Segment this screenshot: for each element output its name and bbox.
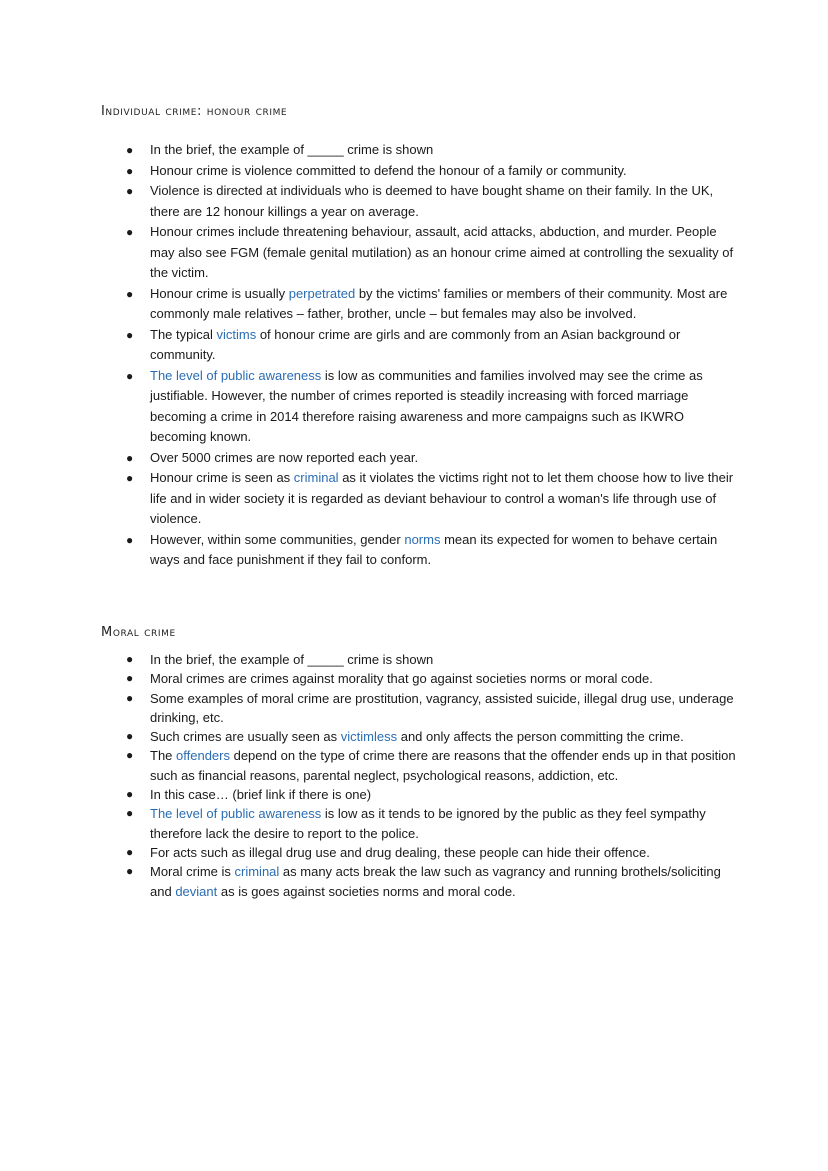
highlighted-term: criminal (293, 470, 339, 485)
highlighted-term: The level of public awareness (150, 806, 322, 822)
bullet-icon: ● (126, 286, 134, 301)
item-text: depend on the type of crime there are reasons that the offender ends up in that position such as financial reasons, parental neglect, psychological reasons, addiction, etc. (150, 748, 736, 783)
list-item (126, 785, 740, 804)
highlighted-term: The level of public awareness (150, 367, 322, 383)
bullet-icon: ● (126, 471, 134, 485)
item-text: by the victims' families or members of their community. Most are commonly male relatives – father, brother, uncle – but females may also be involved. (150, 285, 728, 321)
list-item (126, 669, 740, 688)
bullet-icon: ● (126, 532, 134, 547)
item-text: as is goes against societies norms and moral code. (217, 883, 516, 899)
bullet-icon: ● (126, 690, 134, 705)
bullet-icon: ● (126, 327, 134, 342)
bullet-icon: ● (126, 864, 134, 879)
item-text: For acts such as illegal drug use and drug dealing, these people can hide their offence. (150, 844, 650, 860)
list-item (126, 222, 740, 284)
bullet-icon: ● (126, 450, 134, 465)
list-item (126, 530, 740, 571)
section-heading-honour-crime: Individual crime: honour crime (101, 104, 288, 119)
list-item (126, 284, 740, 325)
bullet-icon: ● (126, 225, 134, 239)
highlighted-term: victims (216, 326, 257, 342)
list-item (126, 161, 740, 182)
bullet-icon: ● (126, 368, 134, 383)
bullet-icon: ● (126, 729, 134, 744)
item-text: as many acts break the law such as vagrancy and running brothels/soliciting and (150, 864, 721, 899)
honour-crime-list (126, 140, 740, 571)
bullet-icon: ● (126, 652, 134, 666)
item-text: The (150, 748, 177, 764)
bullet-icon: ● (126, 844, 134, 859)
item-text: The typical (150, 326, 217, 342)
item-text: Honour crime is violence committed to defend the honour of a family or community. (150, 162, 627, 178)
highlighted-term: norms (404, 531, 441, 547)
item-text: In the brief, the example of _____ crime is shown (150, 142, 434, 157)
bullet-icon: ● (126, 163, 134, 178)
item-text: Over 5000 crimes are now reported each year. (150, 449, 419, 465)
list-item (126, 727, 740, 746)
item-text: Such crimes are usually seen as (150, 729, 341, 745)
list-item (126, 843, 740, 862)
item-text: Some examples of moral crime are prostitution, vagrancy, assisted suicide, illegal drug use, underage drinking, etc. (150, 690, 734, 725)
list-item (126, 746, 740, 785)
moral-crime-list (126, 650, 740, 901)
item-text: of honour crime are girls and are commonly from an Asian background or community. (150, 326, 681, 362)
list-item (126, 862, 740, 901)
item-text: Honour crimes include threatening behaviour, assault, acid attacks, abduction, and murder. People may also see FGM (female genital mutilation) as an honour crime aimed at controlling the sexuality of the victim. (150, 224, 734, 280)
list-item (126, 689, 740, 728)
list-item (126, 468, 740, 530)
bullet-icon: ● (126, 143, 134, 157)
item-text: Honour crime is usually (150, 285, 289, 301)
bullet-icon: ● (126, 671, 134, 686)
item-text: Moral crime is (150, 864, 235, 880)
bullet-icon: ● (126, 748, 134, 763)
list-item (126, 804, 740, 843)
item-text: Violence is directed at individuals who is deemed to have bought shame on their family. In the UK, there are 12 honour killings a year on average. (150, 183, 714, 219)
item-text: and only affects the person committing the crime. (397, 729, 684, 745)
item-text: Honour crime is seen as (150, 470, 294, 485)
list-item (126, 181, 740, 222)
list-item (126, 325, 740, 366)
highlighted-term: victimless (340, 729, 398, 745)
item-text: Moral crimes are crimes against morality that go against societies norms or moral code. (150, 671, 653, 687)
bullet-icon: ● (126, 787, 134, 802)
item-text: is low as communities and families involved may see the crime as justifiable. However, the number of crimes reported is steadily increasing with forced marriage becoming a crime in 2014 therefore raising awareness and more campaigns such as IKWRO becoming known. (150, 367, 703, 444)
list-item (126, 448, 740, 469)
item-text: In the brief, the example of _____ crime is shown (150, 652, 434, 667)
highlighted-term: deviant (175, 883, 218, 899)
item-text: In this case… (brief link if there is one) (150, 787, 372, 803)
section-heading-moral-crime: Moral crime (101, 625, 176, 640)
item-text: mean its expected for women to behave certain ways and face punishment if they fail to conform. (150, 531, 718, 567)
item-text: is low as it tends to be ignored by the public as they feel sympathy therefore lack the desire to report to the police. (150, 806, 706, 841)
list-item (126, 366, 740, 448)
highlighted-term: perpetrated (288, 285, 356, 301)
highlighted-term: offenders (176, 748, 230, 764)
list-item (126, 140, 740, 161)
item-text: as it violates the victims right not to let them choose how to live their life and in wider society it is regarded as deviant behaviour to control a woman's life through use of violence. (150, 470, 734, 526)
bullet-icon: ● (126, 184, 134, 198)
list-item (126, 650, 740, 669)
highlighted-term: criminal (234, 864, 280, 880)
bullet-icon: ● (126, 806, 134, 821)
item-text: However, within some communities, gender (150, 531, 405, 547)
